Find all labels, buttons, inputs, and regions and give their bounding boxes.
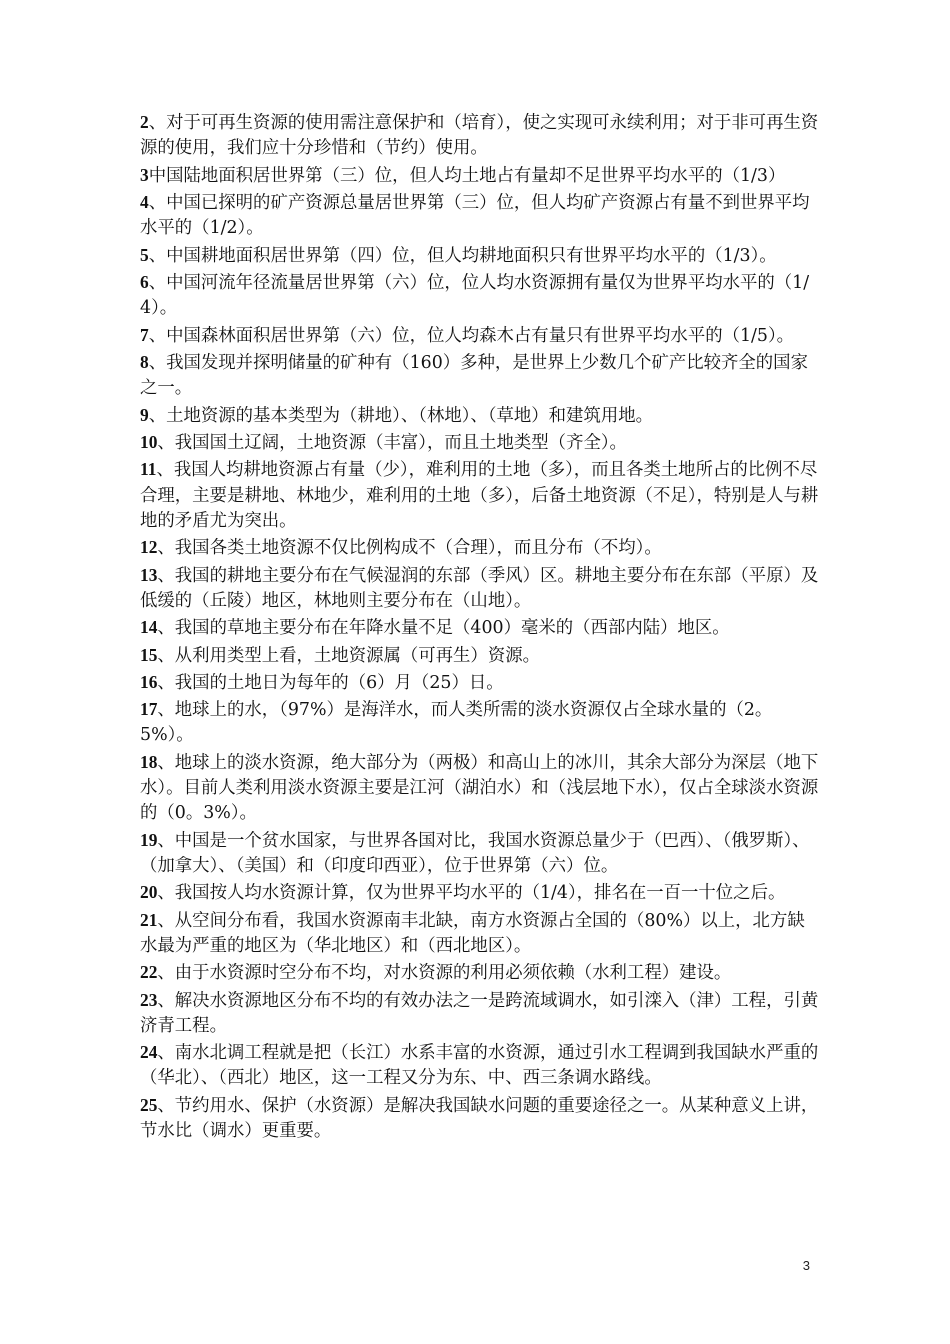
- list-item: [140, 190, 820, 241]
- item-number: 15: [140, 644, 158, 665]
- list-item: [140, 988, 820, 1039]
- item-text: 、我国的土地日为每年的（6）月（25）日。: [157, 672, 504, 693]
- list-item: [140, 670, 820, 696]
- item-number: 21: [140, 909, 158, 930]
- item-text: 、解决水资源地区分布不均的有效办法之一是跨流域调水，如引滦入（津）工程，引黄济青工程。: [140, 990, 819, 1036]
- item-number: 4: [140, 191, 149, 212]
- item-text: 、对于可再生资源的使用需注意保护和（培育），使之实现可永续利用；对于非可再生资源的使用，我们应十分珍惜和（节约）使用。: [140, 113, 819, 159]
- item-number: 23: [140, 989, 158, 1010]
- list-item: [140, 110, 820, 161]
- item-number: 19: [140, 829, 158, 850]
- list-item: [140, 270, 820, 321]
- list-item: [140, 697, 820, 748]
- list-item: [140, 1040, 820, 1091]
- item-text: 中国陆地面积居世界第（三）位，但人均土地占有量却不足世界平均水平的（1/3）: [148, 165, 786, 186]
- item-text: 、中国森林面积居世界第（六）位，位人均森木占有量只有世界平均水平的（1/5）。: [148, 325, 795, 346]
- list-item: [140, 1093, 820, 1144]
- list-item: [140, 750, 820, 827]
- item-text: 、土地资源的基本类型为（耕地）、（林地）、（草地）和建筑用地。: [148, 405, 654, 426]
- item-text: 、由于水资源时空分布不均，对水资源的利用必须依赖（水利工程）建设。: [157, 963, 732, 984]
- item-text: 、我国按人均水资源计算，仅为世界平均水平的（1/4），排名在一百一十位之后。: [157, 883, 786, 904]
- list-item: [140, 615, 820, 641]
- item-text: 、地球上的水，（97%）是海洋水，而人类所需的淡水资源仅占全球水量的（2。5%）。: [140, 700, 773, 746]
- list-item: [140, 403, 820, 429]
- list-item: [140, 880, 820, 906]
- list-item: [140, 828, 820, 879]
- list-item: [140, 163, 820, 189]
- list-item: [140, 908, 820, 959]
- item-text: 、中国耕地面积居世界第（四）位，但人均耕地面积只有世界平均水平的（1/3）。: [148, 245, 777, 266]
- item-number: 10: [140, 431, 158, 452]
- item-number: 24: [140, 1042, 158, 1063]
- item-number: 5: [140, 244, 149, 265]
- list-item: [140, 535, 820, 561]
- item-text: 、我国发现并探明储量的矿种有（160）多种，是世界上少数几个矿产比较齐全的国家之一。: [140, 352, 808, 399]
- item-text: 、我国各类土地资源不仅比例构成不（合理），而且分布（不均）。: [157, 538, 662, 559]
- item-text: 、中国已探明的矿产资源总量居世界第（三）位，但人均矿产资源占有量不到世界平均水平的（1/2）。: [140, 192, 810, 239]
- item-number: 8: [140, 351, 149, 372]
- item-number: 6: [140, 271, 149, 292]
- list-item: [140, 960, 820, 986]
- list-item: [140, 643, 820, 669]
- item-number: 17: [140, 699, 158, 720]
- item-text: 、我国的草地主要分布在年降水量不足（400）毫米的（西部内陆）地区。: [157, 618, 730, 639]
- item-number: 13: [140, 564, 158, 585]
- item-text: 、南水北调工程就是把（长江）水系丰富的水资源，通过引水工程调到我国缺水严重的（华北）、（西北）地区，这一工程又分为东、中、西三条调水路线。: [140, 1043, 819, 1089]
- list-item: [140, 243, 820, 269]
- document-body: [140, 110, 820, 1145]
- item-number: 14: [140, 617, 158, 638]
- item-number: 18: [140, 751, 158, 772]
- item-text: 、我国人均耕地资源占有量（少），难利用的土地（多），而且各类土地所占的比例不尽合理，主要是耕地、林地少，难利用的土地（多），后备土地资源（不足），特别是人与耕地的矛盾尤为突出。: [140, 460, 819, 531]
- item-number: 2: [140, 112, 149, 132]
- list-item: [140, 323, 820, 349]
- item-text: 、从利用类型上看，土地资源属（可再生）资源。: [157, 645, 540, 666]
- list-item: [140, 430, 820, 456]
- item-number: 7: [140, 324, 149, 345]
- page-number: 3: [802, 1258, 810, 1273]
- item-text: 、中国河流年径流量居世界第（六）位，位人均水资源拥有量仅为世界平均水平的（1/4）。: [140, 272, 810, 319]
- item-text: 、我国国土辽阔，土地资源（丰富），而且土地类型（齐全）。: [157, 432, 627, 453]
- item-number: 3: [140, 164, 149, 185]
- item-number: 11: [140, 459, 157, 480]
- list-item: [140, 350, 820, 401]
- item-number: 9: [140, 404, 149, 425]
- item-text: 、从空间分布看，我国水资源南丰北缺，南方水资源占全国的（80%）以上，北方缺水最为严重的地区为（华北地区）和（西北地区）。: [140, 910, 805, 956]
- item-number: 20: [140, 882, 158, 903]
- list-item: [140, 457, 820, 534]
- item-number: 25: [140, 1094, 158, 1115]
- item-number: 22: [140, 962, 158, 983]
- item-text: 、地球上的淡水资源，绝大部分为（两极）和高山上的冰川，其余大部分为深层（地下水）。目前人类利用淡水资源主要是江河（湖泊水）和（浅层地下水），仅占全球淡水资源的（0。3%）。: [140, 752, 819, 824]
- list-item: [140, 563, 820, 614]
- item-number: 16: [140, 671, 158, 692]
- item-text: 、节约用水、保护（水资源）是解决我国缺水问题的重要途径之一。从某种意义上讲，节水比（调水）更重要。: [140, 1095, 819, 1142]
- item-text: 、中国是一个贫水国家，与世界各国对比，我国水资源总量少于（巴西）、（俄罗斯）、（加拿大）、（美国）和（印度印西亚），位于世界第（六）位。: [140, 830, 810, 876]
- item-text: 、我国的耕地主要分布在气候湿润的东部（季风）区。耕地主要分布在东部（平原）及低缓的（丘陵）地区，林地则主要分布在（山地）。: [140, 565, 819, 611]
- item-number: 12: [140, 537, 158, 558]
